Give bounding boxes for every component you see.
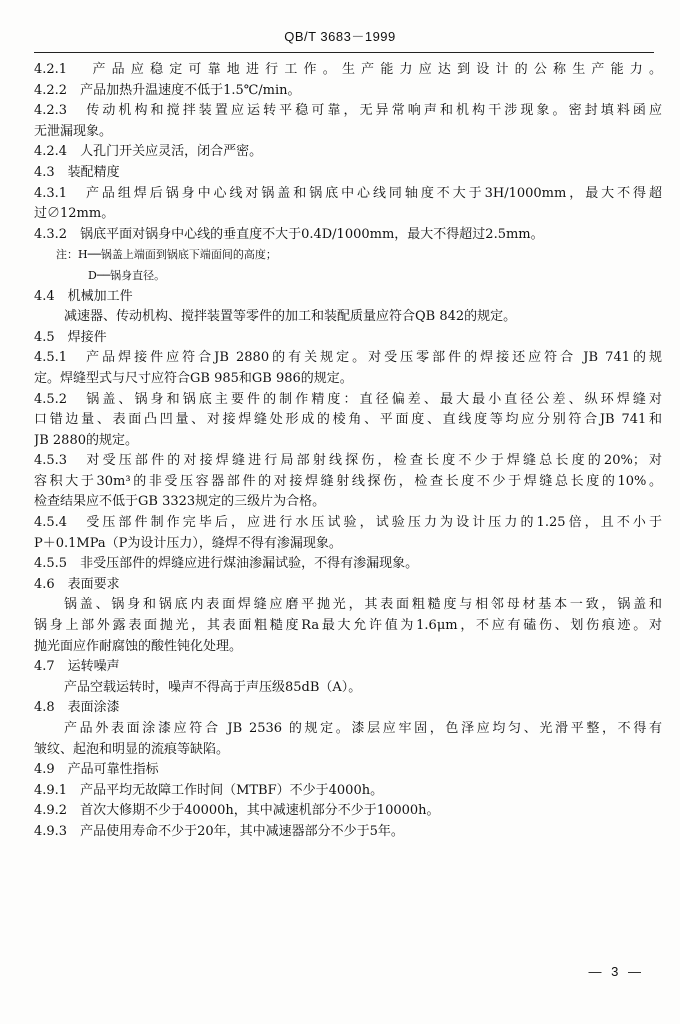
section-4-6-heading: 4.6 表面要求 <box>34 576 120 592</box>
clause-4-5-2: 4.5.2 锅盖、锅身和锅底主要件的制作精度：直径偏差、最大最小直径公差、纵环焊缝对 <box>34 391 662 407</box>
section-4-5-heading: 4.5 焊接件 <box>34 329 107 345</box>
clause-4-3-1: 4.3.1 产品组焊后锅身中心线对锅盖和锅底中心线同轴度不大于3H/1000mm，最大不得超 <box>34 185 662 201</box>
clause-4-5-2-cont1: 口错边量、表面凸凹量、对接焊缝处形成的棱角、平面度、直线度等均应分别符合JB 741和 <box>34 412 662 428</box>
section-4-6-text3: 抛光面应作耐腐蚀的酸性钝化处理。 <box>34 638 243 654</box>
note-d: D──锅身直径。 <box>88 268 166 282</box>
clause-4-5-3: 4.5.3 对受压部件的对接焊缝进行局部射线探伤，检查长度不少于焊缝总长度的20%；对 <box>34 453 662 469</box>
section-4-3-heading: 4.3 装配精度 <box>34 164 120 180</box>
clause-4-5-3-cont1: 容积大于30m³的非受压容器部件的对接焊缝射线探伤，检查长度不少于焊缝总长度的10%。 <box>34 473 662 489</box>
clause-4-9-3: 4.9.3 产品使用寿命不少于20年，其中减速器部分不少于5年。 <box>34 823 404 839</box>
clause-4-5-2-cont2: JB 2880的规定。 <box>34 432 138 448</box>
clause-4-9-1: 4.9.1 产品平均无故障工作时间（MTBF）不少于4000h。 <box>34 782 384 798</box>
section-4-8-text1: 产品外表面涂漆应符合 JB 2536 的规定。漆层应牢固，色泽应均匀、光滑平整，不得有 <box>64 721 662 736</box>
clause-4-5-4-cont: P＋0.1MPa（P为设计压力），缝焊不得有渗漏现象。 <box>34 535 342 551</box>
standard-code-header: QB/T 3683－1999 <box>284 29 396 44</box>
clause-4-5-5: 4.5.5 非受压部件的焊缝应进行煤油渗漏试验，不得有渗漏现象。 <box>34 556 419 572</box>
section-4-4-text: 减速器、传动机构、搅拌装置等零件的加工和装配质量应符合QB 842的规定。 <box>64 309 517 325</box>
note-h: 注：H──锅盖上端面到锅底下端面间的高度； <box>56 248 277 262</box>
clause-4-2-3: 4.2.3 传动机构和搅拌装置应运转平稳可靠，无异常响声和机构干涉现象。密封填料函应 <box>34 103 662 119</box>
section-4-8-heading: 4.8 表面涂漆 <box>34 700 120 716</box>
page-number: — 3 — <box>588 964 644 979</box>
section-4-9-heading: 4.9 产品可靠性指标 <box>34 762 159 778</box>
clause-4-2-4: 4.2.4 人孔门开关应灵活，闭合严密。 <box>34 144 263 160</box>
clause-4-5-1: 4.5.1 产品焊接件应符合JB 2880的有关规定。对受压零部件的焊接还应符合 JB 741的规 <box>34 350 662 366</box>
clause-4-5-1-cont: 定。焊缝型式与尺寸应符合GB 985和GB 986的规定。 <box>34 370 353 386</box>
section-4-8-text2: 皱纹、起泡和明显的流痕等缺陷。 <box>34 741 230 757</box>
section-4-6-text2: 锅身上部外露表面抛光，其表面粗糙度Ra最大允许值为1.6μm，不应有磕伤、划伤痕迹。对 <box>34 618 662 634</box>
section-4-7-heading: 4.7 运转噪声 <box>34 659 120 675</box>
clause-4-3-2: 4.3.2 锅底平面对锅身中心线的垂直度不大于0.4D/1000mm，最大不得超过2.5mm。 <box>34 226 544 242</box>
clause-4-3-1-cont: 过∅12mm。 <box>34 206 115 222</box>
section-4-4-heading: 4.4 机械加工件 <box>34 288 133 304</box>
clause-4-2-1: 4.2.1 产品应稳定可靠地进行工作。生产能力应达到设计的公称生产能力。 <box>34 62 662 77</box>
section-4-6-text1: 锅盖、锅身和锅底内表面焊缝应磨平抛光，其表面粗糙度与相邻母材基本一致，锅盖和 <box>64 597 662 613</box>
clause-4-9-2: 4.9.2 首次大修期不少于40000h，其中减速机部分不少于10000h。 <box>34 803 440 819</box>
clause-4-2-3-cont: 无泄漏现象。 <box>34 123 113 139</box>
section-4-7-text: 产品空载运转时，噪声不得高于声压级85dB（A）。 <box>64 679 362 695</box>
clause-4-5-3-cont2: 检查结果应不低于GB 3323规定的三级片为合格。 <box>34 494 326 510</box>
document-body <box>34 60 662 843</box>
clause-4-2-2: 4.2.2 产品加热升温速度不低于1.5℃/min。 <box>34 82 301 98</box>
header-rule <box>34 52 654 53</box>
clause-4-5-4: 4.5.4 受压部件制作完毕后，应进行水压试验，试验压力为设计压力的1.25倍，且不小于 <box>34 515 662 531</box>
